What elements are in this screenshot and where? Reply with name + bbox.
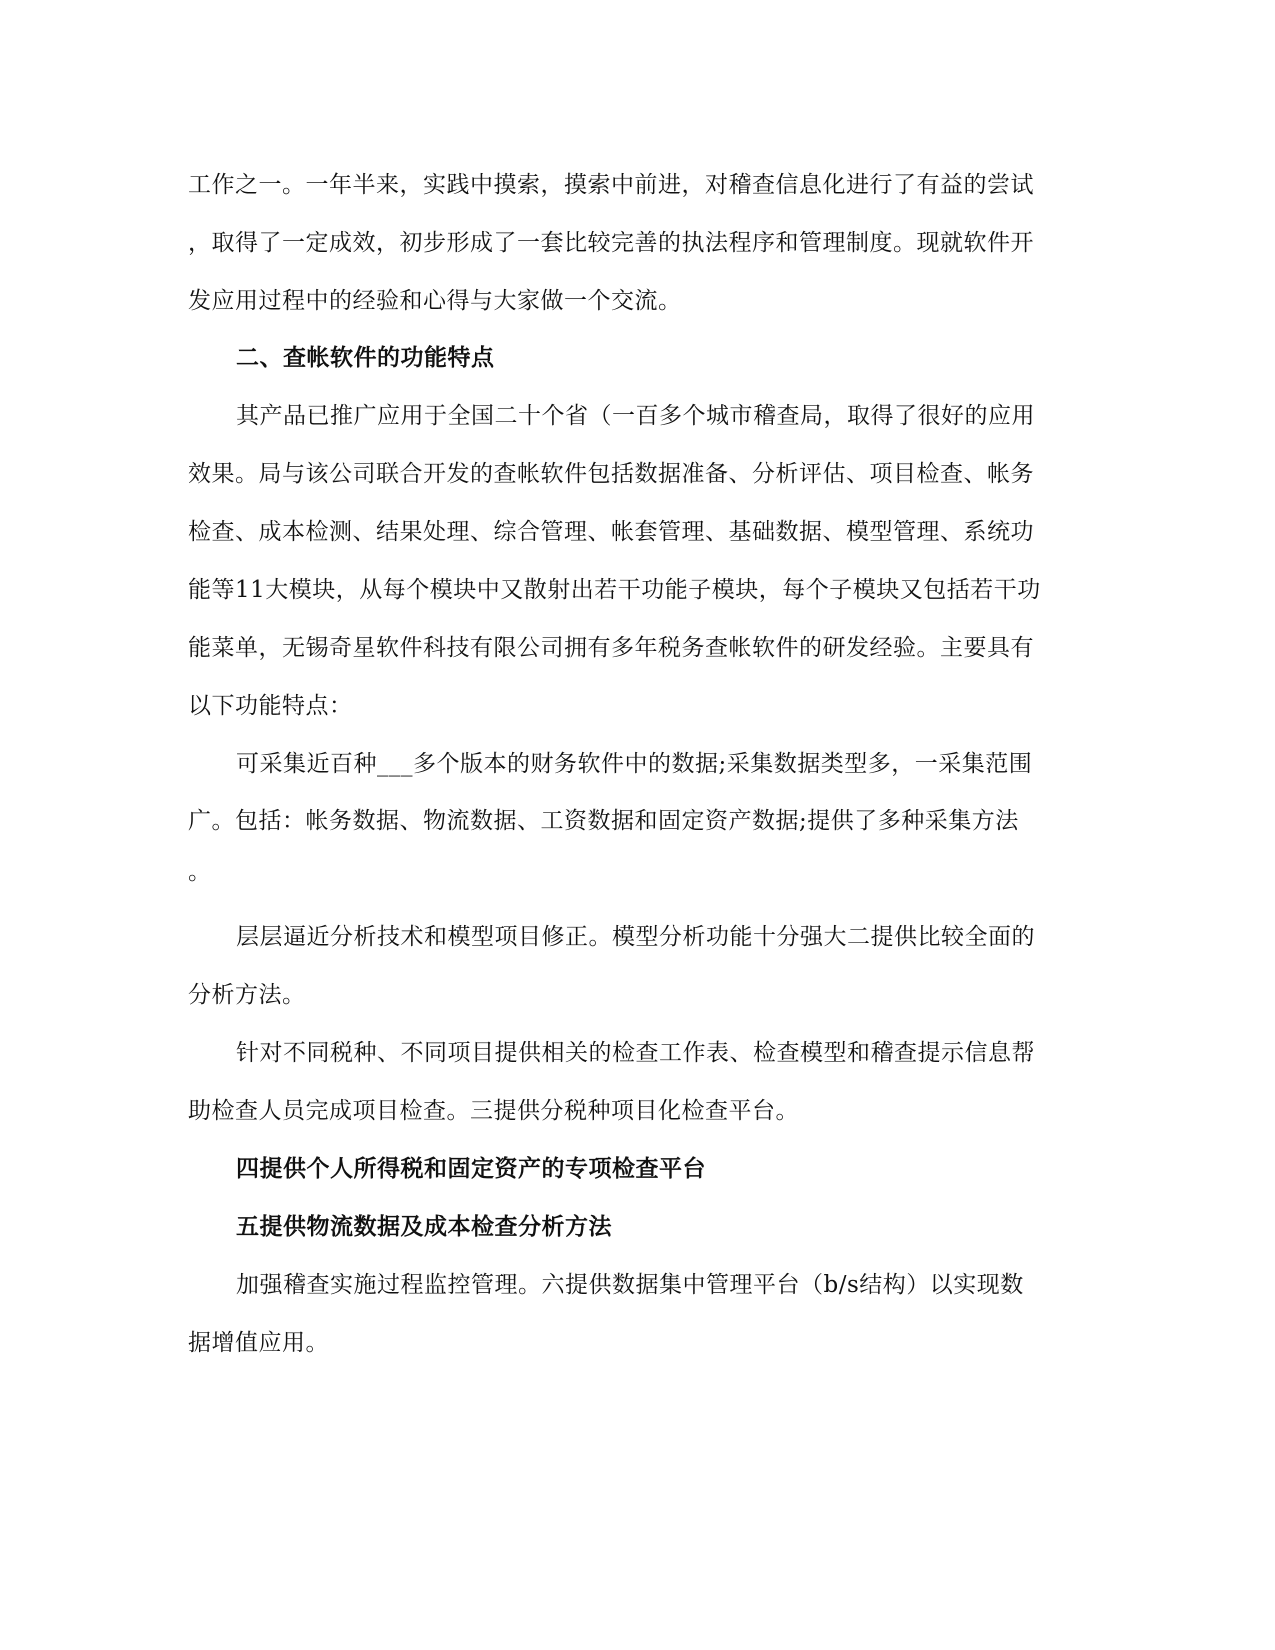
section-heading: 四提供个人所得税和固定资产的专项检查平台 [236, 1155, 706, 1182]
section-heading: 二、查帐软件的功能特点 [236, 344, 495, 371]
paragraph-line: 发应用过程中的经验和心得与大家做一个交流。 [188, 288, 682, 314]
paragraph-line: 广。包括：帐务数据、物流数据、工资数据和固定资产数据;提供了多种采集方法 [188, 808, 1019, 834]
paragraph-line: 能等11大模块，从每个模块中又散射出若干功能子模块，每个子模块又包括若干功 [188, 577, 1041, 603]
paragraph-line: 。 [188, 859, 212, 885]
paragraph-line: 据增值应用。 [188, 1330, 329, 1356]
paragraph-line: 其产品已推广应用于全国二十个省（一百多个城市稽查局，取得了很好的应用 [236, 403, 1035, 429]
paragraph-line: 针对不同税种、不同项目提供相关的检查工作表、检查模型和稽查提示信息帮 [236, 1040, 1035, 1066]
paragraph-line: 加强稽查实施过程监控管理。六提供数据集中管理平台（b/s结构）以实现数 [236, 1272, 1024, 1298]
paragraph-line: ，取得了一定成效，初步形成了一套比较完善的执法程序和管理制度。现就软件开 [188, 230, 1034, 256]
paragraph-line: 助检查人员完成项目检查。三提供分税种项目化检查平台。 [188, 1098, 799, 1124]
paragraph-line: 效果。局与该公司联合开发的查帐软件包括数据准备、分析评估、项目检查、帐务 [188, 461, 1034, 487]
paragraph-line: 工作之一。一年半来，实践中摸索，摸索中前进，对稽查信息化进行了有益的尝试 [188, 172, 1034, 198]
paragraph-line: 能菜单，无锡奇星软件科技有限公司拥有多年税务查帐软件的研发经验。主要具有 [188, 635, 1034, 661]
paragraph-line: 分析方法。 [188, 982, 306, 1008]
paragraph-line: 检查、成本检测、结果处理、综合管理、帐套管理、基础数据、模型管理、系统功 [188, 519, 1034, 545]
paragraph-line: 可采集近百种___多个版本的财务软件中的数据;采集数据类型多，一采集范围 [236, 751, 1033, 777]
paragraph-line: 以下功能特点： [188, 693, 353, 719]
section-heading: 五提供物流数据及成本检查分析方法 [236, 1213, 612, 1240]
paragraph-line: 层层逼近分析技术和模型项目修正。模型分析功能十分强大二提供比较全面的 [236, 924, 1035, 950]
